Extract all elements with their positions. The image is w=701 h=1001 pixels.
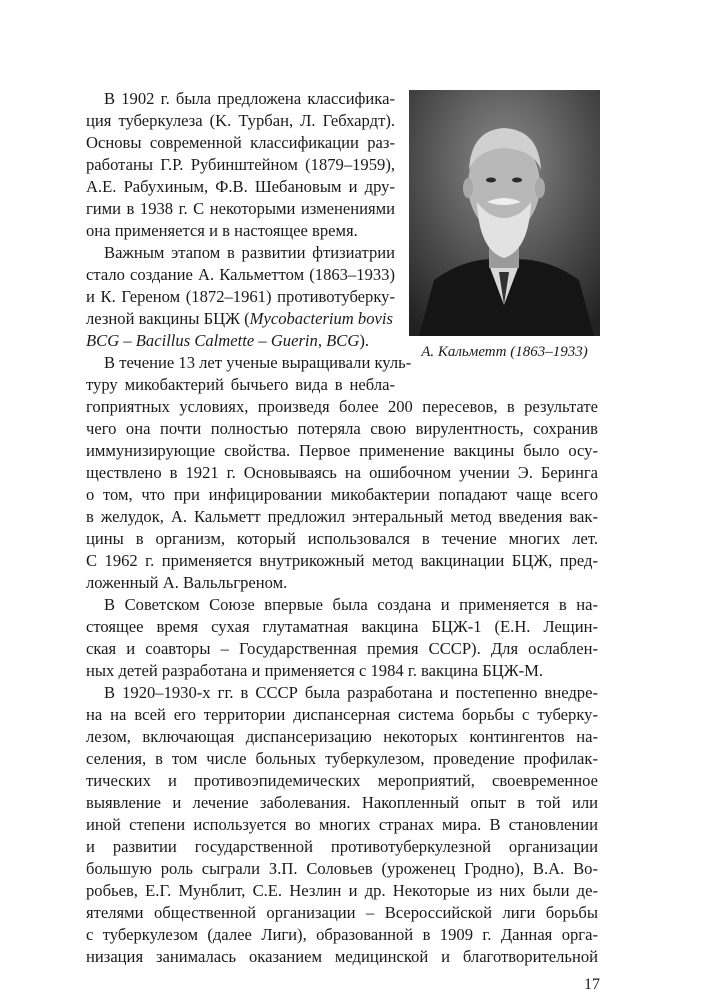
text-line: она применяется и в настоящее время.: [86, 221, 358, 240]
text-line: туру микобактерий бычьего вида в небла-: [86, 375, 395, 394]
text-line: цины в организм, который использовался в течение многих лет.: [86, 529, 598, 548]
text-line: Важным этапом в развитии фтизиатрии: [104, 243, 395, 262]
text-line: гоприятных условиях, произведя более 200 пересевов, в результате: [86, 397, 598, 416]
species-name: Mycobacterium bovis: [249, 309, 393, 328]
text-line: иной степени используется во многих странах мира. В становлении: [86, 815, 598, 834]
text-line: ных детей разработана и применяется с 1984 г. вакцина БЦЖ-М.: [86, 661, 544, 680]
text-line: ятелями общественной организации – Всероссийской лиги борьбы: [86, 903, 598, 922]
text-line: и К. Гереном (1872–1961) противотуберку-: [86, 287, 395, 306]
text-line: лезом, включающая диспансеризацию некоторых контингентов на-: [86, 727, 598, 746]
text-line: с туберкулезом (далее Лиги), образованной в 1909 г. Данная орга-: [86, 925, 598, 944]
portrait-caption: [409, 343, 600, 361]
text-line: ская и соавторы – Государственная премия СССР). Для ослаблен-: [86, 639, 598, 658]
portrait-photo: [409, 90, 600, 336]
text-line: В 1920–1930-х гг. в СССР была разработана и постепенно внедре-: [104, 683, 598, 702]
text-line: селения, в том числе больных туберкулезом, проведение профилак-: [86, 749, 598, 768]
text-line: стоящее время сухая глутаматная вакцина БЦЖ-1 (Е.Н. Лещин-: [86, 617, 598, 636]
text-line: А.Е. Рабухиным, Ф.В. Шебановым и дру-: [86, 177, 395, 196]
caption-years: (1863–1933): [510, 344, 588, 360]
text-fragment: ,: [317, 331, 327, 350]
text-line: на на всей его территории диспансерная система борьбы с туберку-: [86, 705, 598, 724]
strain-name: BCG – Bacillus Calmette – Guerin: [86, 331, 318, 350]
text-line: и развитии государственной противотуберкулезной организации: [86, 837, 598, 856]
caption-name: А. Кальметт: [421, 344, 507, 360]
text-fragment: ).: [359, 331, 369, 350]
text-line: стало создание А. Кальметтом (1863–1933): [86, 265, 395, 284]
text-line: робьев, Е.Г. Мунблит, С.Е. Незлин и др. Некоторые из них были де-: [86, 881, 598, 900]
text-line: С 1962 г. применяется внутрикожный метод вакцинации БЦЖ, пред-: [86, 551, 598, 570]
text-line: тических и противоэпидемических мероприятий, своевременное: [86, 771, 598, 790]
text-fragment: лезной вакцины БЦЖ (: [86, 309, 250, 328]
text-line: чего она почти полностью потеряла свою вирулентность, сохранив: [86, 419, 598, 438]
text-line: в желудок, А. Кальметт предложил энтеральный метод введения вак-: [86, 507, 598, 526]
text-line: иммунизирующие свойства. Первое применение вакцины было осу-: [86, 441, 598, 460]
text-line: В течение 13 лет ученые выращивали куль-: [104, 353, 412, 372]
text-line: [86, 309, 395, 329]
text-line: выявление и лечение заболевания. Накопленный опыт в той или: [86, 793, 598, 812]
text-line: В Советском Союзе впервые была создана и применяется в на-: [104, 595, 598, 614]
text-line: о том, что при инфицировании микобактерии попадают чаще всего: [86, 485, 598, 504]
text-line: В 1902 г. была предложена классифика-: [104, 89, 395, 108]
text-line: гими в 1938 г. С некоторыми изменениями: [86, 199, 395, 218]
strain-abbrev: BCG: [326, 331, 360, 350]
text-line: большую роль сыграли З.П. Соловьев (уроженец Гродно), В.А. Во-: [86, 859, 598, 878]
page-number: 17: [584, 976, 600, 993]
text-line: ложенный А. Вальльгреном.: [86, 573, 288, 592]
text-line: низация занималась оказанием медицинской и благотворительной: [86, 947, 598, 966]
text-line: [86, 331, 395, 351]
text-line: ция туберкулеза (K. Турбан, Л. Гебхардт).: [86, 111, 395, 130]
text-line: Основы современной классификации раз-: [86, 133, 395, 152]
text-line: ществлено в 1921 г. Основываясь на ошибочном учении Э. Беринга: [86, 463, 598, 482]
text-line: работаны Г.Р. Рубинштейном (1879–1959),: [86, 155, 395, 174]
